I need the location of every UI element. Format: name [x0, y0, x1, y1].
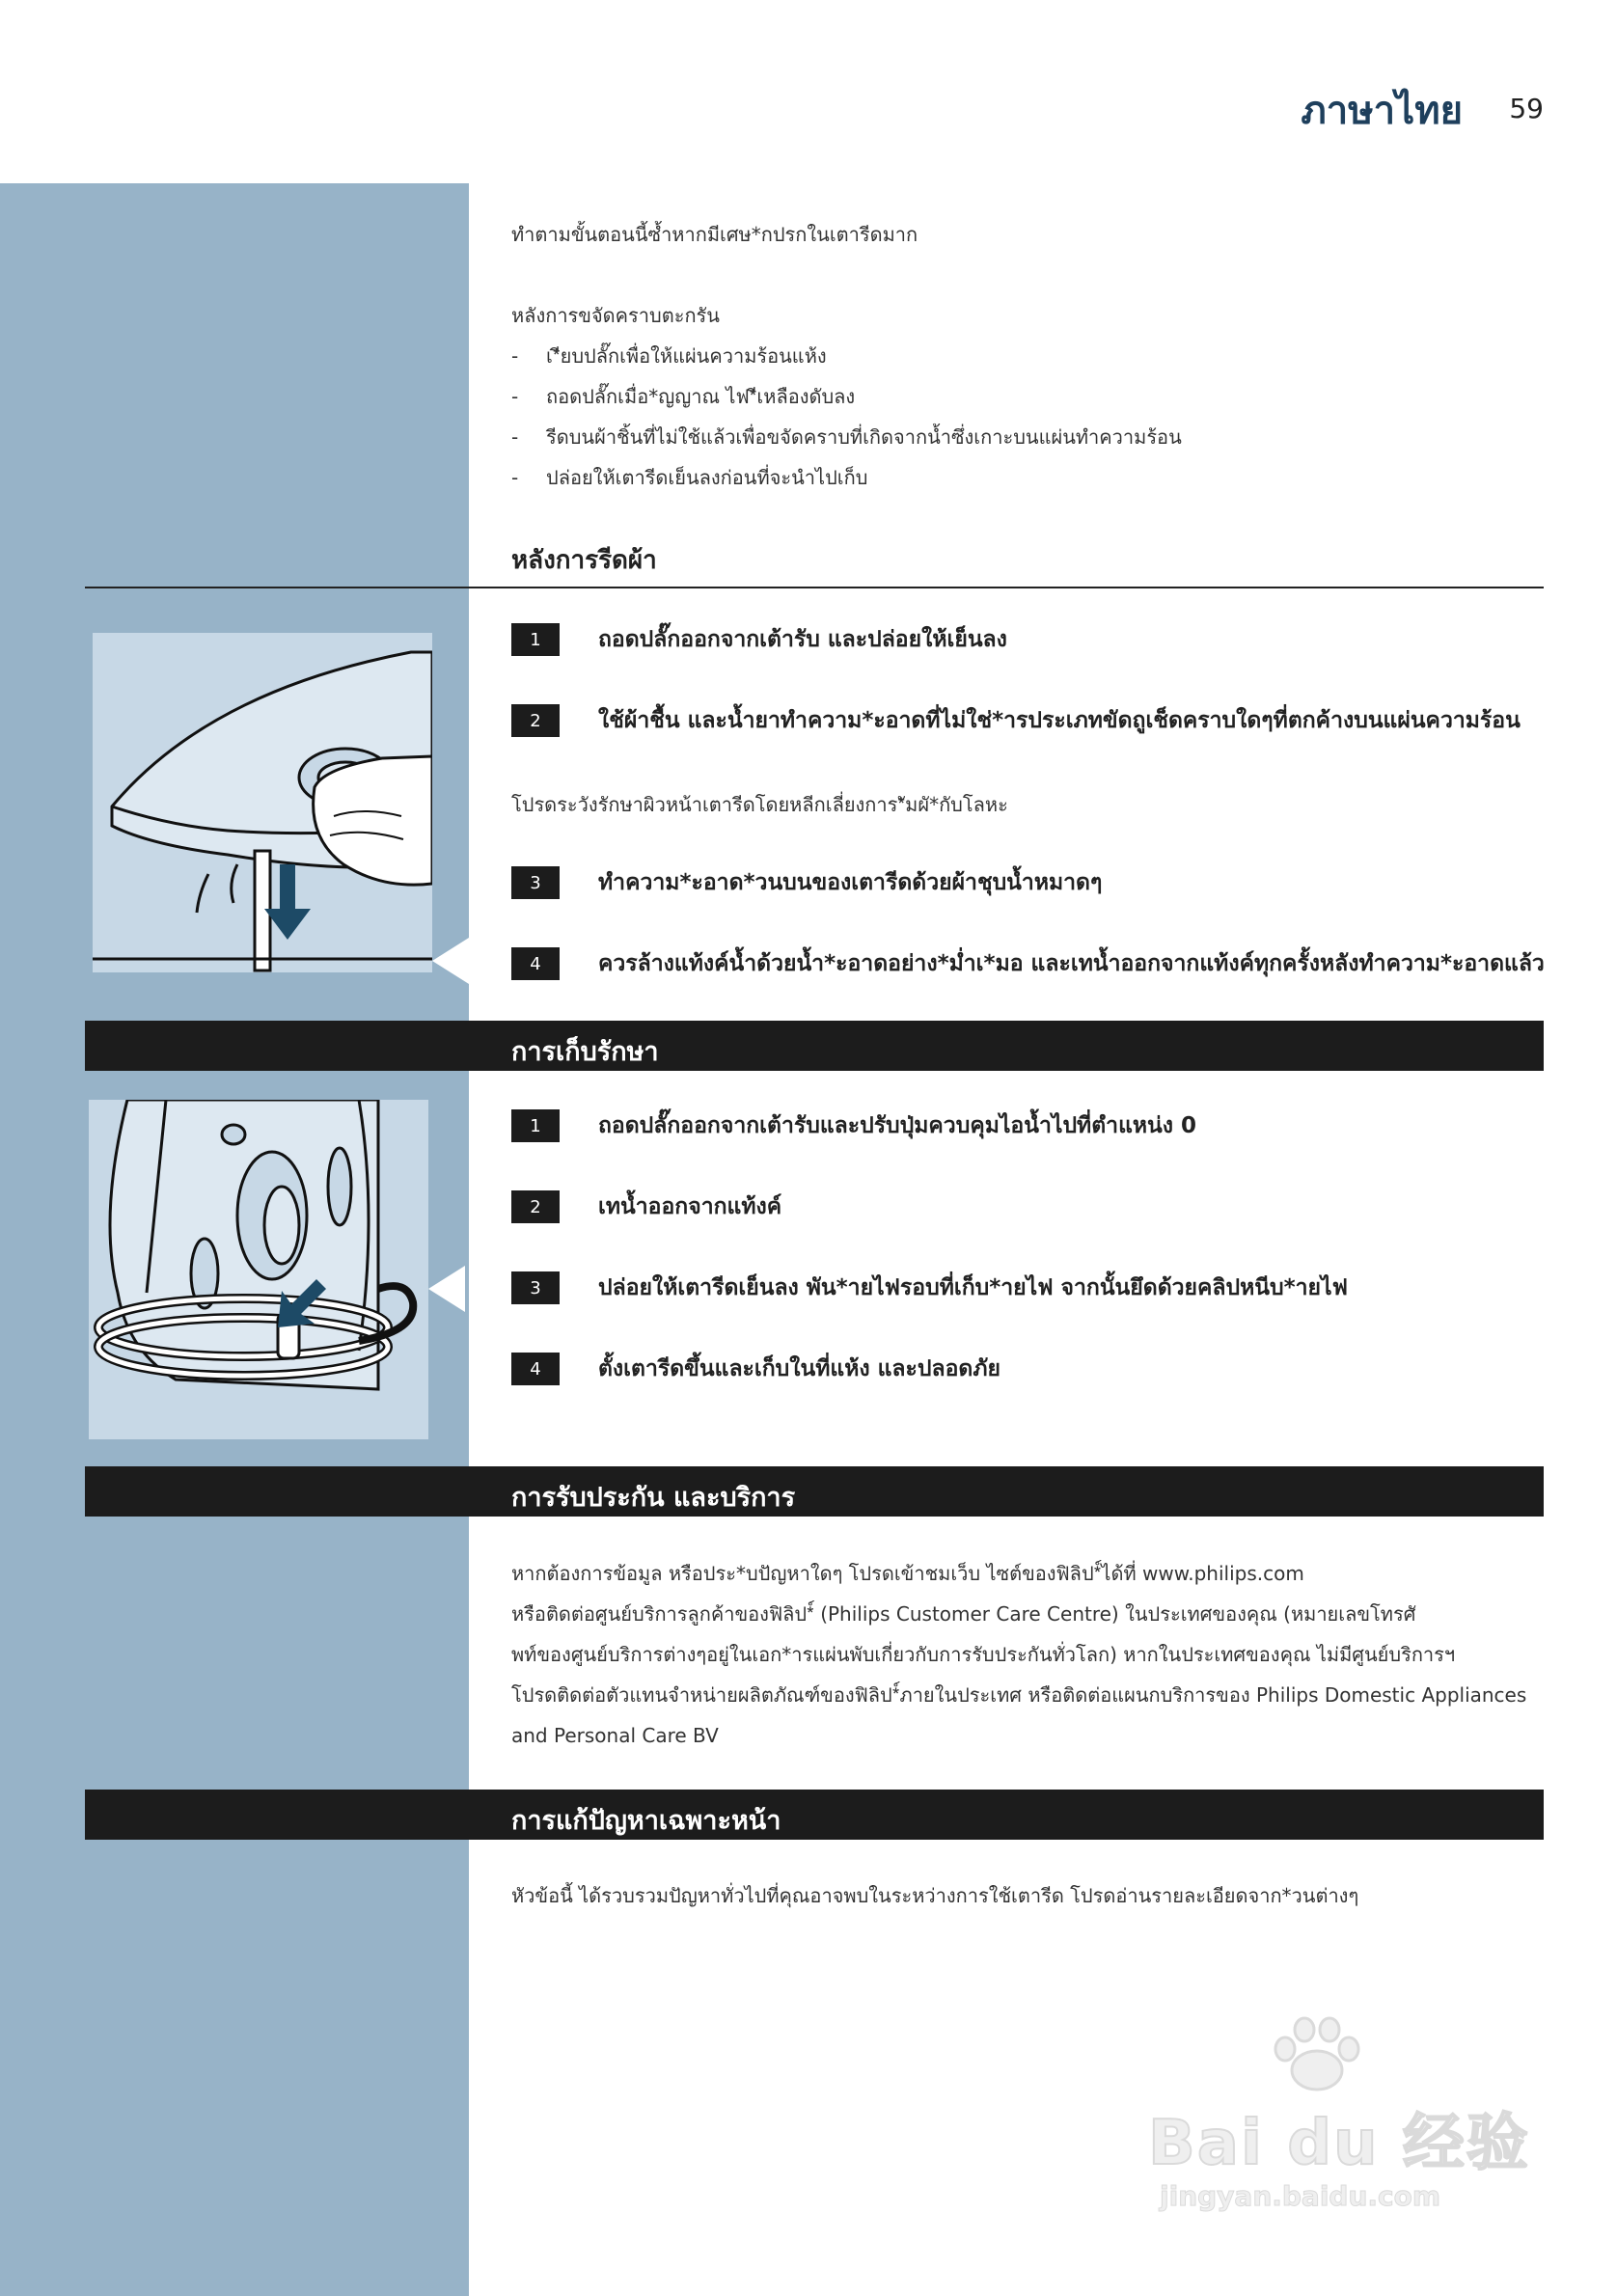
- warranty-line: and Personal Care BV: [511, 1724, 719, 1747]
- after-ironing-step: [511, 622, 1007, 657]
- step-text: ปล่อยให้เตารีดเย็นลง พัน*ายไฟรอบที่เก็บ*ายไฟ จากนั้นยึดด้วยคลิปหนีบ*ายไฟ: [598, 1275, 1348, 1300]
- storage-step: [511, 1189, 781, 1224]
- paw-icon: [1264, 2016, 1370, 2093]
- repeat-note: ทำตามขั้นตอนนี้ซ้ำหากมีเศษ*กปรกในเตารีดมาก: [511, 223, 918, 246]
- illustration-pointer: [432, 938, 469, 984]
- baidu-watermark: [1148, 2016, 1534, 2212]
- list-item: - รีดบนผ้าชิ้นที่ไม่ใช้แล้วเพื่อขจัดคราบที่เกิดจากน้ำซึ่งเกาะบนแผ่นทำความร้อน: [511, 417, 1182, 457]
- watermark-url: jingyan.baidu.com: [1160, 2180, 1441, 2212]
- after-descale-list: [511, 336, 1182, 498]
- step-number: 3: [511, 1271, 560, 1304]
- care-note: โปรดระวังรักษาผิวหน้าเตารีดโดยหลีกเลี่ยงการ*ัมผั*กับโลหะ: [511, 793, 1008, 816]
- list-item: - ถอดปลั๊กเมื่อ*ญญาณ ไฟ*ีเหลืองดับลง: [511, 376, 1182, 417]
- after-ironing-title: หลังการรีดผ้า: [511, 546, 657, 575]
- warranty-title: การรับประกัน และบริการ: [511, 1483, 796, 1513]
- step-text: ใช้ผ้าชื้น และน้ำยาทำความ*ะอาดที่ไม่ใช่*ารประเภทขัดถูเช็ดคราบใดๆที่ตกค้างบนแผ่นความร้อน: [598, 708, 1521, 733]
- step-number: 4: [511, 1353, 560, 1385]
- page-language-title: ภาษาไทย: [1301, 88, 1463, 133]
- iron-cleaning-illustration: [93, 633, 432, 972]
- storage-step: [511, 1271, 1348, 1305]
- warranty-line: พท์ของศูนย์บริการต่างๆอยู่ในเอก*ารแผ่นพับเกี่ยวกับการรับประกันทั่วโลก) หากในประเทศของคุณ ไม่มีศูนย์บริการฯ: [511, 1643, 1456, 1666]
- troubleshooting-section-bar: [85, 1790, 1544, 1840]
- watermark-brand: Bai du 经验: [1148, 2108, 1530, 2179]
- step-number: 2: [511, 704, 560, 737]
- step-text: ตั้งเตารีดขึ้นและเก็บในที่แห้ง และปลอดภัย: [598, 1356, 1000, 1381]
- troubleshooting-title: การแก้ปัญหาเฉพาะหน้า: [511, 1806, 781, 1836]
- list-item: - ปล่อยให้เตารีดเย็นลงก่อนที่จะนำไปเก็บ: [511, 457, 1182, 498]
- step-text: ทำความ*ะอาด*วนบนของเตารีดด้วยผ้าชุบน้ำหมาดๆ: [598, 870, 1103, 895]
- step-number: 1: [511, 623, 560, 656]
- warranty-line: หากต้องการข้อมูล หรือประ*บปัญหาใดๆ โปรดเข้าชมเว็บ ไซต์ของฟิลิป*์ได้ที่ www.philips.com: [511, 1562, 1304, 1585]
- warranty-line: หรือติดต่อศูนย์บริการลูกค้าของฟิลิป*์ (Philips Customer Care Centre) ในประเทศของคุณ (หมายเลขโทรศั: [511, 1602, 1416, 1626]
- step-text: ถอดปลั๊กออกจากเต้ารับ และปล่อยให้เย็นลง: [598, 627, 1007, 652]
- storage-step: [511, 1352, 1000, 1386]
- storage-section-bar: [85, 1021, 1544, 1071]
- illustration-pointer: [428, 1266, 465, 1312]
- step-text: ควรล้างแท้งค์น้ำด้วยน้ำ*ะอาดอย่าง*ม่ำเ*มอ และเทน้ำออกจากแท้งค์ทุกครั้งหลังทำความ*ะอาดแล้ว: [598, 951, 1545, 976]
- page-number: 59: [1509, 93, 1544, 124]
- section-divider: [85, 587, 1544, 588]
- list-item: - เ*ียบปลั๊กเพื่อให้แผ่นความร้อนแห้ง: [511, 336, 1182, 376]
- storage-step: [511, 1108, 1196, 1143]
- after-ironing-step: [511, 865, 1102, 900]
- after-ironing-step: [511, 703, 1521, 738]
- after-ironing-step: [511, 946, 1545, 981]
- after-descale-heading: หลังการขจัดคราบตะกรัน: [511, 304, 720, 327]
- step-number: 3: [511, 866, 560, 899]
- step-number: 2: [511, 1190, 560, 1223]
- warranty-text: [511, 1553, 1534, 1756]
- warranty-line: โปรดติดต่อตัวแทนจำหน่ายผลิตภัณฑ์ของฟิลิป*์ภายในประเทศ หรือติดต่อแผนกบริการของ Philips Domestic Appliances: [511, 1683, 1527, 1707]
- step-number: 4: [511, 947, 560, 980]
- storage-title: การเก็บรักษา: [511, 1037, 659, 1067]
- warranty-section-bar: [85, 1466, 1544, 1517]
- iron-storage-illustration: [89, 1100, 428, 1439]
- step-text: เทน้ำออกจากแท้งค์: [598, 1194, 782, 1219]
- step-number: 1: [511, 1109, 560, 1142]
- step-text: ถอดปลั๊กออกจากเต้ารับและปรับปุ่มควบคุมไอน้ำไปที่ตำแหน่ง 0: [598, 1113, 1197, 1138]
- troubleshooting-intro: หัวข้อนี้ ได้รวบรวมปัญหาทั่วไปที่คุณอาจพบในระหว่างการใช้เตารีด โปรดอ่านรายละเอียดจาก*วนต่างๆ: [511, 1884, 1359, 1907]
